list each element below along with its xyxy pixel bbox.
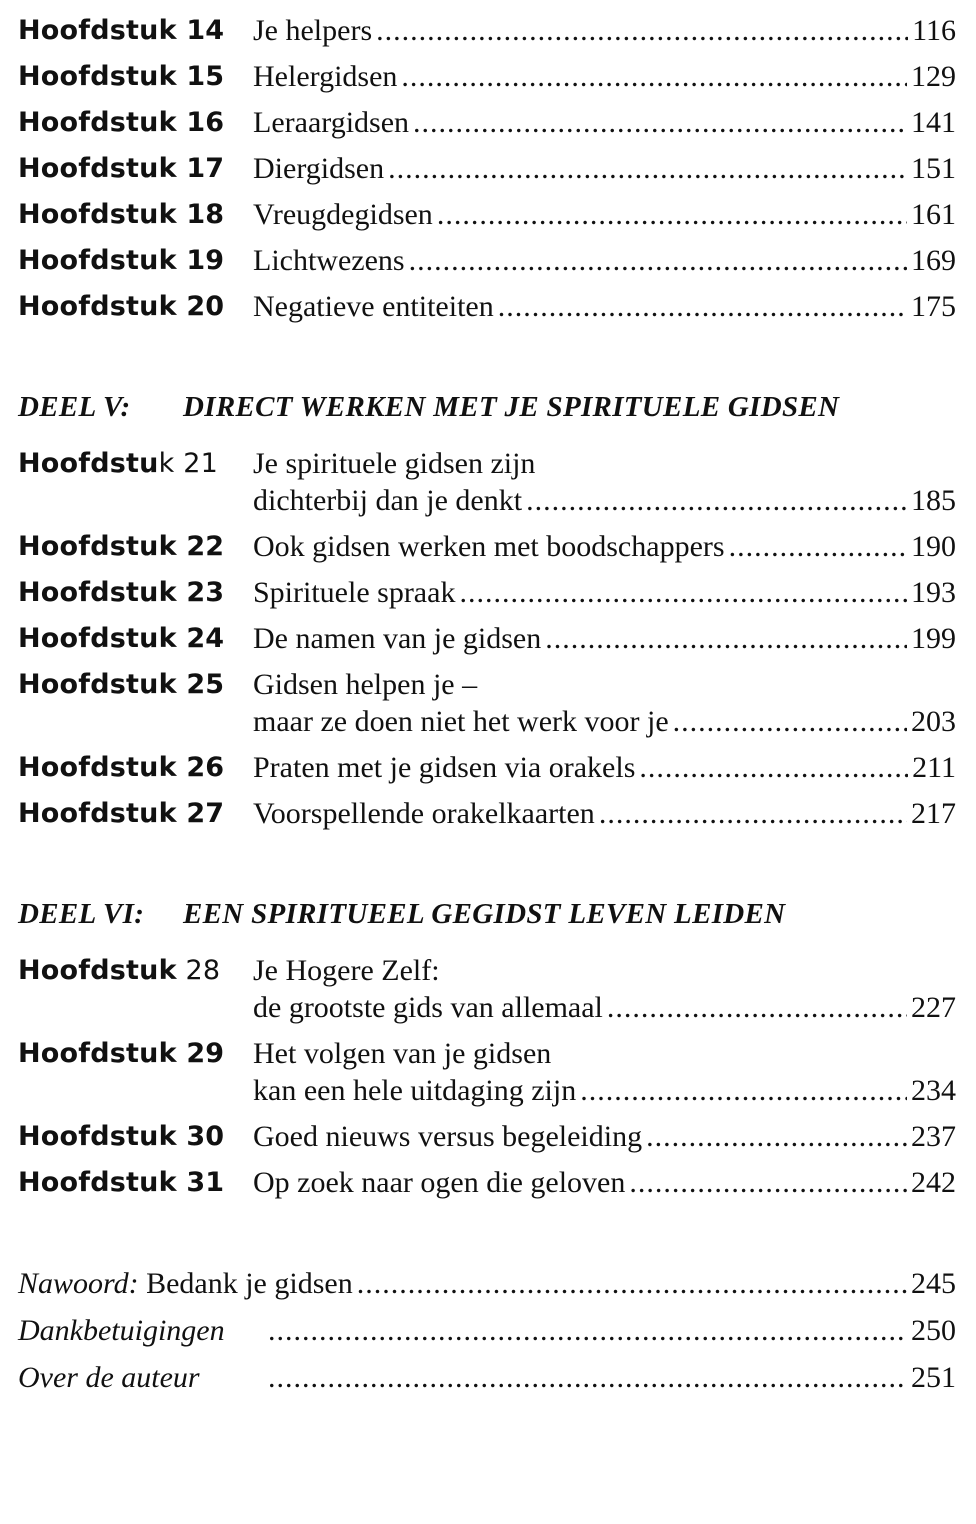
- chapter-title: Op zoek naar ogen die geloven: [253, 1166, 626, 1199]
- chapter-title: Spirituele spraak: [253, 576, 456, 609]
- page-number: 141: [911, 106, 956, 139]
- chapter-leader-line: [253, 196, 956, 233]
- page-number: 250: [911, 1314, 956, 1347]
- toc-entry[interactable]: [18, 528, 956, 565]
- page-number: 211: [912, 751, 956, 784]
- chapter-title-block: [253, 574, 956, 611]
- chapter-label: [18, 574, 253, 611]
- chapter-label: [18, 1118, 253, 1155]
- chapter-label: [18, 445, 253, 482]
- chapter-label-bold: Hoofdstuk 17: [18, 153, 225, 184]
- dot-leader: [401, 58, 907, 95]
- page-number: 185: [911, 484, 956, 517]
- toc-entry[interactable]: [18, 288, 956, 325]
- part5-label: DEEL V:: [18, 391, 131, 423]
- chapter-leader-line: [253, 703, 956, 740]
- chapter-title-block: [253, 666, 956, 740]
- toc-entry[interactable]: [18, 12, 956, 49]
- chapter-leader-line: [253, 58, 956, 95]
- page-number: 190: [911, 530, 956, 563]
- toc-entry[interactable]: [18, 666, 956, 740]
- chapter-title-block: [253, 288, 956, 325]
- chapter-leader-line: [253, 288, 956, 325]
- chapter-title-line: Het volgen van je gidsen: [253, 1037, 552, 1070]
- chapter-title: De namen van je gidsen: [253, 622, 542, 655]
- chapter-label-bold: Hoofdstuk 14: [18, 15, 225, 46]
- page-number: 217: [911, 797, 956, 830]
- chapter-title: Praten met je gidsen via orakels: [253, 751, 636, 784]
- chapter-title: Lichtwezens: [253, 244, 405, 277]
- chapter-leader-line: [253, 1118, 956, 1155]
- chapter-title-block: [253, 1164, 956, 1201]
- dot-leader: [599, 795, 907, 832]
- page-number: 203: [911, 705, 956, 738]
- dot-leader: [459, 574, 907, 611]
- chapter-title-block: [253, 620, 956, 657]
- chapter-label-bold: Hoofdstuk 31: [18, 1167, 225, 1198]
- chapter-label: [18, 150, 253, 187]
- chapter-title: de grootste gids van allemaal: [253, 991, 603, 1024]
- chapter-leader-line: [253, 1164, 956, 1201]
- chapter-label: [18, 620, 253, 657]
- chapter-title-block: [253, 104, 956, 141]
- part6-label: DEEL VI:: [18, 898, 145, 930]
- dot-leader: [729, 528, 907, 565]
- chapter-title-block: [253, 445, 956, 519]
- toc-entry[interactable]: [18, 795, 956, 832]
- chapter-label: [18, 1035, 253, 1072]
- chapter-title-block: [253, 528, 956, 565]
- part6-title: EEN SPIRITUEEL GEGIDST LEVEN LEIDEN: [183, 898, 786, 930]
- part5-title: DIRECT WERKEN MET JE SPIRITUELE GIDSEN: [183, 391, 840, 423]
- dot-leader: [357, 1265, 907, 1302]
- page-number: 237: [911, 1120, 956, 1153]
- page-number: 161: [911, 198, 956, 231]
- chapter-title-block: [253, 12, 956, 49]
- dot-leader: [268, 1359, 907, 1396]
- chapter-label-bold: Hoofdstuk 24: [18, 623, 225, 654]
- toc-entry[interactable]: [18, 749, 956, 786]
- part5-section: [18, 387, 956, 832]
- chapter-leader-line: [253, 528, 956, 565]
- chapter-label: [18, 242, 253, 279]
- chapter-title: Je helpers: [253, 14, 373, 47]
- chapter-leader-line: [253, 150, 956, 187]
- chapter-title: Diergidsen: [253, 152, 385, 185]
- toc-entry[interactable]: [18, 242, 956, 279]
- nawoord-title: Bedank je gidsen: [138, 1267, 353, 1300]
- toc-entry[interactable]: [18, 1118, 956, 1155]
- dot-leader: [376, 12, 908, 49]
- chapter-title: maar ze doen niet het werk voor je: [253, 705, 669, 738]
- part5-heading: [18, 387, 956, 427]
- chapter-label-bold: Hoofdstuk 16: [18, 107, 225, 138]
- page-number: 169: [911, 244, 956, 277]
- chapter-title: Goed nieuws versus begeleiding: [253, 1120, 643, 1153]
- chapter-label: [18, 58, 253, 95]
- dot-leader: [498, 288, 907, 325]
- page-number: 234: [911, 1074, 956, 1107]
- nawoord-label: Nawoord:: [18, 1267, 139, 1300]
- chapter-label: [18, 288, 253, 325]
- dot-leader: [646, 1118, 907, 1155]
- part6-heading: [18, 894, 956, 934]
- chapter-label-bold: Hoofdstuk: [18, 955, 177, 986]
- chapter-title-block: [253, 795, 956, 832]
- dot-leader: [607, 989, 907, 1026]
- chapter-title-block: [253, 1035, 956, 1109]
- part4-chapter-list: [18, 0, 956, 325]
- chapter-title-block: [253, 150, 956, 187]
- page-number: 193: [911, 576, 956, 609]
- chapter-leader-line: [253, 242, 956, 279]
- chapter-label-bold: Hoofdstuk 26: [18, 752, 225, 783]
- chapter-label-bold: Hoofdstuk 29: [18, 1038, 225, 1069]
- chapter-label: [18, 952, 253, 989]
- chapter-title-line: Je spirituele gidsen zijn: [253, 447, 536, 480]
- chapter-title-line: Je Hogere Zelf:: [253, 954, 440, 987]
- toc-entry[interactable]: [18, 150, 956, 187]
- chapter-label-bold: Hoofdstuk 18: [18, 199, 225, 230]
- chapter-leader-line: [253, 12, 956, 49]
- chapter-title: dichterbij dan je denkt: [253, 484, 523, 517]
- dot-leader: [639, 749, 908, 786]
- dot-leader: [268, 1312, 907, 1349]
- chapter-title: Helergidsen: [253, 60, 398, 93]
- chapter-label-bold: Hoofdstuk 23: [18, 577, 225, 608]
- dankbetuigingen-label: Dankbetuigingen: [18, 1314, 225, 1347]
- chapter-leader-line: [253, 574, 956, 611]
- chapter-label-bold: Hoofdstuk 20: [18, 291, 225, 322]
- chapter-title-block: [253, 242, 956, 279]
- part6-section: [18, 894, 956, 1201]
- chapter-label-bold: Hoofdstuk 22: [18, 531, 225, 562]
- chapter-label: [18, 795, 253, 832]
- part6-chapter-list: [18, 952, 956, 1201]
- chapter-label-number: 28: [176, 955, 221, 986]
- dot-leader: [437, 196, 907, 233]
- chapter-title: kan een hele uitdaging zijn: [253, 1074, 577, 1107]
- back-matter-list: [18, 1265, 956, 1396]
- toc-entry[interactable]: [18, 58, 956, 95]
- toc-entry[interactable]: [18, 1164, 956, 1201]
- page-number: 227: [911, 991, 956, 1024]
- chapter-title: Leraargidsen: [253, 106, 410, 139]
- toc-entry[interactable]: [18, 620, 956, 657]
- chapter-label: [18, 1164, 253, 1201]
- table-of-contents: [18, 0, 956, 1406]
- toc-entry[interactable]: [18, 104, 956, 141]
- toc-entry[interactable]: [18, 196, 956, 233]
- dot-leader: [409, 242, 907, 279]
- auteur-entry[interactable]: [18, 1359, 956, 1396]
- auteur-label: Over de auteur: [18, 1361, 200, 1394]
- chapter-title-block: [253, 1118, 956, 1155]
- page-number: 199: [911, 622, 956, 655]
- chapter-label-bold: Hoofdstuk 19: [18, 245, 225, 276]
- chapter-label-bold: Hoofdstu: [18, 448, 159, 479]
- toc-entry[interactable]: [18, 1035, 956, 1109]
- chapter-label: [18, 749, 253, 786]
- chapter-leader-line: [253, 795, 956, 832]
- chapter-label-bold: Hoofdstuk 27: [18, 798, 225, 829]
- chapter-label: [18, 666, 253, 703]
- chapter-label-bold: Hoofdstuk 15: [18, 61, 225, 92]
- chapter-title: Voorspellende orakelkaarten: [253, 797, 595, 830]
- chapter-label: [18, 196, 253, 233]
- dot-leader: [580, 1072, 907, 1109]
- dot-leader: [545, 620, 907, 657]
- dankbetuigingen-entry[interactable]: [18, 1312, 956, 1349]
- page-number: 242: [911, 1166, 956, 1199]
- page-number: 129: [911, 60, 956, 93]
- dot-leader: [526, 482, 907, 519]
- chapter-leader-line: [253, 749, 956, 786]
- chapter-leader-line: [253, 482, 956, 519]
- page-number: 116: [912, 14, 956, 47]
- page-number: 251: [911, 1361, 956, 1394]
- chapter-label: [18, 104, 253, 141]
- chapter-title-line: Gidsen helpen je –: [253, 668, 478, 701]
- chapter-leader-line: [253, 104, 956, 141]
- dot-leader: [673, 703, 907, 740]
- page-number: 175: [911, 290, 956, 323]
- toc-entry[interactable]: [18, 952, 956, 1026]
- chapter-title: Vreugdegidsen: [253, 198, 433, 231]
- page-number: 245: [911, 1267, 956, 1300]
- page-number: 151: [911, 152, 956, 185]
- toc-entry[interactable]: [18, 574, 956, 611]
- chapter-leader-line: [253, 989, 956, 1026]
- chapter-title-block: [253, 749, 956, 786]
- chapter-title-block: [253, 58, 956, 95]
- chapter-title-block: [253, 952, 956, 1026]
- chapter-label-bold: Hoofdstuk 25: [18, 669, 225, 700]
- dot-leader: [388, 150, 907, 187]
- chapter-title-block: [253, 196, 956, 233]
- chapter-label-bold: Hoofdstuk 30: [18, 1121, 225, 1152]
- toc-entry[interactable]: [18, 445, 956, 519]
- chapter-title: Negatieve entiteiten: [253, 290, 494, 323]
- chapter-leader-line: [253, 620, 956, 657]
- chapter-label: [18, 528, 253, 565]
- nawoord-entry[interactable]: [18, 1265, 956, 1302]
- chapter-leader-line: [253, 1072, 956, 1109]
- chapter-label-number: k 21: [158, 448, 218, 479]
- chapter-label: [18, 12, 253, 49]
- chapter-title: Ook gidsen werken met boodschappers: [253, 530, 725, 563]
- part5-chapter-list: [18, 445, 956, 832]
- dot-leader: [629, 1164, 907, 1201]
- dot-leader: [413, 104, 907, 141]
